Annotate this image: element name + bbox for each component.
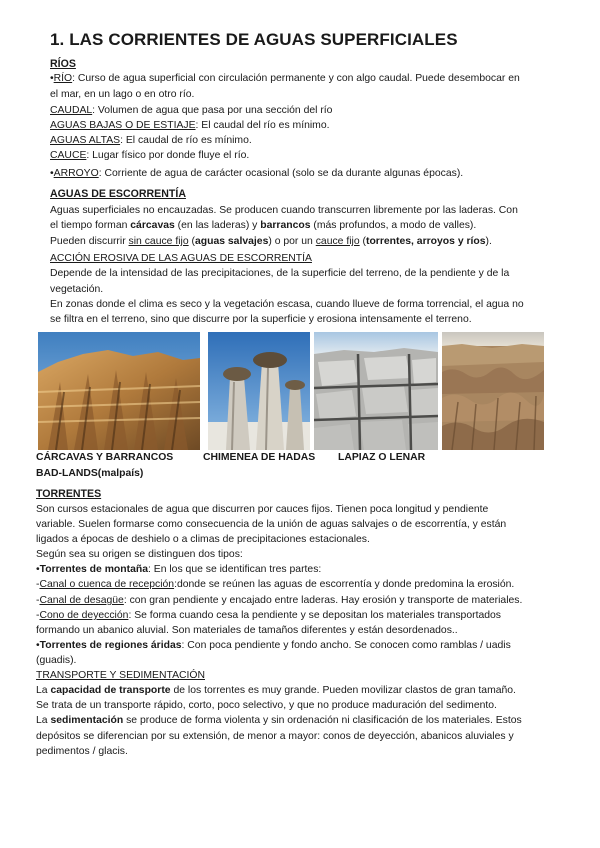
rio-definition-cont: el mar, en un lago o en otro río. (50, 89, 195, 100)
text: La (36, 685, 51, 696)
text: (en las laderas) y (174, 220, 261, 231)
caption-carcavas: CÁRCAVAS Y BARRANCOS (36, 452, 174, 463)
term-barrancos: barrancos (260, 220, 311, 231)
torrentes-l4: Según sea su origen se distinguen dos tipos: (36, 549, 243, 560)
transporte-l5: pedimentos / glacis. (36, 746, 128, 757)
aguas-altas-definition (50, 134, 252, 148)
caudal-definition (50, 104, 332, 118)
rios-heading: RÍOS (50, 58, 76, 70)
escorrentia-heading: AGUAS DE ESCORRENTÍA (50, 188, 186, 200)
cono-deyeccion-cont: formando un abanico aluvial. Son materiales de tamaños diferentes y están desordenados.. (36, 625, 458, 636)
torrentes-heading: TORRENTES (36, 488, 102, 500)
dash: - (36, 579, 40, 590)
transporte-l2: Se trata de un transporte rápido, corto, poco selectivo, y que no produce maduración del sedimento. (36, 700, 497, 711)
escorrentia-p1: Aguas superficiales no encauzadas. Se producen cuando transcurren libremente por las laderas. Con (50, 205, 518, 216)
text: ). (485, 236, 492, 247)
transporte-l4: depósitos se diferencian por su extensión, de menor a mayor: conos de deyección, abanicos aluviales y (36, 731, 514, 742)
term-aguas-altas: AGUAS ALTAS (50, 135, 121, 146)
lapiaz-image (314, 332, 438, 450)
page-title: 1. LAS CORRIENTES DE AGUAS SUPERFICIALES (50, 30, 458, 49)
accion-erosiva-heading: ACCIÓN EROSIVA DE LAS AGUAS DE ESCORRENTÍA (50, 253, 312, 264)
torrentes-l1: Son cursos estacionales de agua que discurren por cauces fijos. Tienen poca longitud y pendiente (36, 504, 489, 515)
cauce-definition (50, 149, 249, 163)
term-rio: RÍO (53, 73, 73, 84)
cono-deyeccion (36, 609, 501, 623)
accion-l2: vegetación. (50, 284, 104, 295)
dash: - (36, 595, 40, 606)
chimenea-photo (208, 332, 310, 450)
transporte-heading: TRANSPORTE Y SEDIMENTACIÓN (36, 670, 205, 681)
transporte-l3 (36, 714, 522, 728)
bullet: • (50, 168, 54, 179)
term-arroyo: ARROYO (53, 168, 99, 179)
term-canal-recepcion: Canal o cuenca de recepción (39, 579, 175, 590)
rio-definition (50, 72, 520, 86)
torrentes-montana (36, 563, 321, 577)
dash: - (36, 610, 40, 621)
text: : Con poca pendiente y fondo ancho. Se conocen como ramblas / uadis (181, 640, 511, 651)
accion-l3: En zonas donde el clima es seco y la vegetación escasa, cuando llueve de forma torrencial, el agua no (50, 299, 524, 310)
term-canal-desague: Canal de desagüe (39, 595, 124, 606)
badlands-image (442, 332, 544, 450)
def-aguas-altas: : El caudal de río es mínimo. (120, 135, 252, 146)
bullet: • (36, 640, 40, 651)
text: de los torrentes es muy grande. Pueden movilizar clastos de gran tamaño. (170, 685, 516, 696)
term-cono-deyeccion: Cono de deyección (39, 610, 129, 621)
arroyo-definition (50, 167, 463, 181)
torrentes-aridas (36, 639, 511, 653)
def-aguas-bajas: : El caudal del río es mínimo. (195, 120, 330, 131)
term-torrentes-arroyos-rios: torrentes, arroyos y ríos (366, 236, 486, 247)
badlands-photo (442, 332, 544, 450)
transporte-l1 (36, 684, 516, 698)
term-torrentes-aridas: Torrentes de regiones áridas (39, 640, 182, 651)
carcavas-photo (38, 332, 200, 450)
term-sin-cauce-fijo: sin cauce fijo (128, 236, 189, 247)
text: : con gran pendiente y encajado entre laderas. Hay erosión y transporte de materiales. (123, 595, 523, 606)
bullet: • (50, 73, 54, 84)
text: La (36, 715, 51, 726)
torrentes-l3: ligados a épocas de deshielo o a climas de precipitaciones estacionales. (36, 534, 370, 545)
term-sedimentacion: sedimentación (50, 715, 124, 726)
term-cauce: CAUCE (50, 150, 87, 161)
text: ( (188, 236, 195, 247)
text: Pueden discurrir (50, 236, 129, 247)
term-aguas-bajas: AGUAS BAJAS O DE ESTIAJE (50, 120, 196, 131)
canal-desague (36, 594, 522, 608)
caption-badlands: BAD-LANDS(malpaís) (36, 468, 144, 479)
def-cauce: : Lugar físico por donde fluye el río. (86, 150, 250, 161)
term-caudal: CAUDAL (50, 105, 93, 116)
escorrentia-p2 (50, 219, 476, 233)
text: el tiempo forman (50, 220, 131, 231)
escorrentia-p3 (50, 235, 492, 249)
def-caudal: : Volumen de agua que pasa por una sección del río (92, 105, 333, 116)
text: : En los que se identifican tres partes: (148, 564, 322, 575)
torrentes-l2: variable. Suelen formarse como consecuencia de la unión de aguas salvajes o de escorrentía, y están (36, 519, 507, 530)
text: se produce de forma violenta y sin ordenación ni clasificación de los materiales. Estos (123, 715, 522, 726)
caption-chimenea: CHIMENEA DE HADAS (203, 452, 316, 463)
text: (más profundos, a modo de valles). (310, 220, 477, 231)
term-cauce-fijo: cauce fijo (315, 236, 360, 247)
term-aguas-salvajes: aguas salvajes (194, 236, 269, 247)
lapiaz-photo (314, 332, 438, 450)
def-arroyo: : Corriente de agua de carácter ocasional (solo se da durante algunas épocas). (98, 168, 464, 179)
term-capacidad-transporte: capacidad de transporte (50, 685, 171, 696)
aguas-bajas-definition (50, 119, 330, 133)
carcavas-image (38, 332, 200, 450)
bullet: • (36, 564, 40, 575)
term-torrentes-montana: Torrentes de montaña (39, 564, 148, 575)
def-rio-1: : Curso de agua superficial con circulación permanente y con algo caudal. Puede desembocar en (72, 73, 520, 84)
torrentes-aridas-cont: (guadis). (36, 655, 77, 666)
accion-l1: Depende de la intensidad de las precipitaciones, de la superficie del terreno, de la pendiente y de la (50, 268, 510, 279)
text: : Se forma cuando cesa la pendiente y se depositan los materiales transportados (128, 610, 501, 621)
canal-recepcion (36, 578, 514, 592)
text: :donde se reúnen las aguas de escorrentía y donde predomina la erosión. (174, 579, 515, 590)
text: ( (359, 236, 366, 247)
term-carcavas: cárcavas (130, 220, 175, 231)
chimenea-image (208, 332, 310, 450)
caption-lapiaz: LAPIAZ O LENAR (338, 452, 426, 463)
text: ) o por un (268, 236, 316, 247)
accion-l4: se filtra en el terreno, sino que discurre por la superficie y erosiona intensamente el terreno. (50, 314, 472, 325)
